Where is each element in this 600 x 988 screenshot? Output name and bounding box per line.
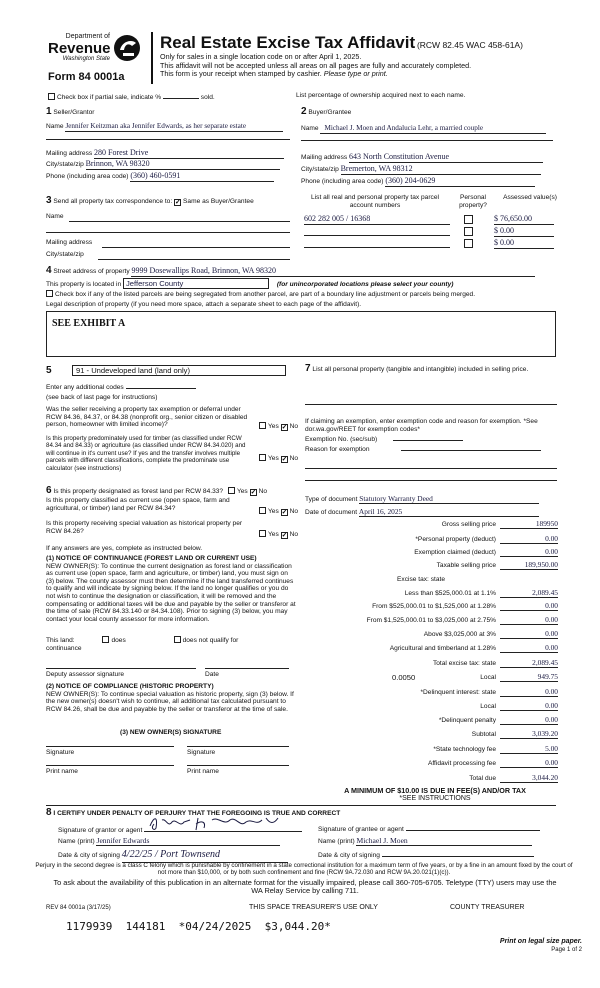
certify-row: 8 I CERTIFY UNDER PENALTY OF PERJURY THAT THE FOREGOING IS TRUE AND CORRECT bbox=[46, 807, 341, 818]
current-use-no-checkbox[interactable] bbox=[281, 509, 288, 516]
doc-date-row: Date of document April 16, 2025 bbox=[305, 507, 539, 517]
county-select[interactable]: Jefferson County bbox=[123, 278, 269, 289]
doc-date-field[interactable]: April 16, 2025 bbox=[359, 507, 539, 517]
forest-yes-checkbox[interactable] bbox=[228, 487, 235, 494]
total-state-field[interactable]: 2,089.45 bbox=[500, 658, 558, 668]
exemption-deduct-field[interactable]: 0.00 bbox=[500, 547, 558, 557]
correspondence-mailing-label: Mailing address bbox=[46, 239, 93, 246]
new-owner-signature-label-2: Signature bbox=[187, 749, 216, 756]
delinq-state-row: *Delinquent interest: state 0.00 bbox=[420, 687, 558, 696]
local-rate: 0.0050 bbox=[392, 673, 416, 682]
seller-heading: 1 Seller/Grantor bbox=[46, 106, 95, 117]
land-use-row: 5 91 - Undeveloped land (land only) bbox=[46, 365, 52, 378]
reason-row: Reason for exemption bbox=[305, 446, 541, 454]
dept-line2: Revenue bbox=[48, 39, 111, 57]
grantor-name-field[interactable]: Jennifer Edwards bbox=[96, 836, 280, 846]
page-number: Page 1 of 2 bbox=[551, 947, 582, 953]
historic-no-checkbox[interactable] bbox=[281, 532, 288, 539]
perjury-note: Perjury in the second degree is a class C felony which is punishable by confinement in a state correctional institution for a maximum term of five years, or by a fine in an amount fixed by the court of not more than $10,000, or by both such confinement and fine (RCW 9A.72.030 and RCW 9A.20.021(1)(c)). bbox=[35, 862, 573, 876]
partial-sale-checkbox[interactable] bbox=[48, 93, 55, 100]
new-owner-print-label-2: Print name bbox=[187, 768, 219, 775]
dor-department-label bbox=[48, 33, 110, 63]
deputy-signature-label: Deputy assessor signature bbox=[46, 671, 125, 678]
subtotal-row: Subtotal 3,039.20 bbox=[471, 729, 558, 738]
cashier-stamp: 1179939 144181 *04/24/2025 $3,044.20* bbox=[66, 920, 331, 933]
subtotal-field[interactable]: 3,039.20 bbox=[500, 729, 558, 739]
forest-land-row: 6 Is this property designated as forest land per RCW 84.33? Yes ✓ No bbox=[46, 485, 267, 498]
dor-logo-icon bbox=[112, 33, 142, 63]
parcel-number-field[interactable] bbox=[304, 238, 450, 248]
partial-sale-row: Check box if partial sale, indicate % sold. bbox=[48, 93, 215, 102]
tier2-row: From $525,000.01 to $1,525,000 at 1.28% 0.00 bbox=[372, 601, 558, 610]
delinq-local-row: Local 0.00 bbox=[480, 701, 558, 710]
total-due-row: Total due 3,044.20 bbox=[469, 773, 558, 782]
table-row bbox=[304, 214, 562, 226]
parcels-col-header: List all real and personal property tax parcel account numbers bbox=[311, 194, 439, 209]
grantee-date-field[interactable] bbox=[382, 849, 534, 857]
grantor-signature-row: Signature of grantor or agent bbox=[58, 822, 302, 835]
segregated-checkbox[interactable] bbox=[46, 290, 53, 297]
buyer-phone-field[interactable]: (360) 204-0629 bbox=[385, 176, 535, 187]
property-county-row: This property is located in Jefferson County (for unincorporated locations please select your county) bbox=[46, 279, 454, 288]
doc-type-row: Type of document Statutory Warranty Deed bbox=[305, 494, 539, 504]
current-use-yes-checkbox[interactable] bbox=[259, 507, 266, 514]
historic-question: Is this property receiving special valuation as historical property per RCW 84.26? bbox=[46, 520, 243, 535]
assessed-value-field[interactable]: $ 0.00 bbox=[494, 238, 554, 249]
personal-property-checkbox[interactable] bbox=[464, 215, 473, 224]
table-row bbox=[304, 238, 562, 250]
tech-fee-field[interactable]: 5.00 bbox=[500, 744, 558, 754]
minimum-note: A MINIMUM OF $10.00 IS DUE IN FEE(S) AND/OR TAX bbox=[344, 786, 526, 795]
timber-question: Is this property predominately used for timber (as classified under RCW 84.34 and 84.33) or agriculture (as classified under RCW 84.34.020) and will continue in it's current use? If yes and the transfer involves multiple parcels with different classifications, complete the predominate use calculator (see instructions) bbox=[46, 435, 246, 472]
local-tax-field[interactable]: 949.75 bbox=[500, 672, 558, 682]
tier4-row: Above $3,025,000 at 3% 0.00 bbox=[423, 629, 558, 638]
current-use-question: Is this property classified as current use (open space, farm and agricultural, or timber) land per RCW 84.34? bbox=[46, 497, 230, 512]
deputy-date-label: Date bbox=[205, 671, 219, 678]
ag-row: Agricultural and timberland at 1.28% 0.00 bbox=[389, 643, 558, 652]
grantee-name-field[interactable]: Michael J. Moen bbox=[356, 836, 532, 846]
same-as-buyer-checkbox[interactable] bbox=[174, 199, 181, 206]
historic-yes-no: Yes ✓ No bbox=[259, 530, 298, 539]
correspondence-row: 3 Send all property tax correspondence to: ✓ Same as Buyer/Grantee bbox=[46, 195, 254, 208]
seller-name-row: Name Jennifer Keitzman aka Jennifer Edwards, as her separate estate bbox=[46, 122, 290, 132]
grantee-signature-field[interactable] bbox=[406, 823, 540, 831]
assessed-value-col-header: Assessed value(s) bbox=[503, 194, 557, 201]
dept-line3: Washington State bbox=[62, 55, 110, 62]
header-instructions: Only for sales in a single location code on or after April 1, 2025. This affidavit will not be accepted unless all areas on all pages are fully and accurately completed. This form is your receipt when stamped by cashier. Please type or print. bbox=[160, 52, 472, 79]
legal-description-text: SEE EXHIBIT A bbox=[52, 318, 126, 329]
table-row bbox=[304, 226, 562, 238]
forest-no-checkbox[interactable] bbox=[250, 489, 257, 496]
buyer-name-row: Name Michael J. Moen and Andalucia Lehr, a married couple bbox=[301, 124, 546, 134]
revision-label: REV 84 0001a (3/17/25) bbox=[46, 905, 111, 911]
new-owner-signature-heading: (3) NEW OWNER(S) SIGNATURE bbox=[120, 729, 222, 736]
assessed-value-field[interactable]: $ 0.00 bbox=[494, 226, 554, 237]
personal-property-checkbox[interactable] bbox=[464, 227, 473, 236]
legal-description-field[interactable] bbox=[46, 311, 556, 357]
treasurer-use-label: THIS SPACE TREASURER'S USE ONLY bbox=[249, 904, 378, 911]
tier2-field[interactable]: 0.00 bbox=[500, 601, 558, 611]
grantor-signature-field[interactable] bbox=[144, 822, 302, 832]
delinq-state-field[interactable]: 0.00 bbox=[500, 687, 558, 697]
additional-codes-row: Enter any additional codes bbox=[46, 384, 196, 392]
gross-price-row: Gross selling price 189950 bbox=[441, 519, 558, 528]
personal-property-list-row: 7 List all personal property (tangible and intangible) included in selling price. bbox=[305, 363, 529, 374]
see-instructions-note: *SEE INSTRUCTIONS bbox=[399, 795, 471, 802]
affidavit-fee-row: Affidavit processing fee 0.00 bbox=[427, 758, 558, 767]
personal-deduct-row: *Personal property (deduct) 0.00 bbox=[415, 534, 558, 543]
delinq-penalty-row: *Delinquent penalty 0.00 bbox=[438, 715, 558, 724]
land-use-select[interactable]: 91 - Undeveloped land (land only) bbox=[72, 365, 286, 376]
timber-yes-no: Yes ✓ No bbox=[259, 454, 298, 463]
gross-price-field[interactable]: 189950 bbox=[500, 519, 558, 529]
grantor-date-field[interactable]: 4/22/25 / Port Townsend bbox=[122, 849, 288, 863]
tier1-field[interactable]: 2,089.45 bbox=[500, 588, 558, 598]
new-owner-signature-label: Signature bbox=[46, 749, 75, 756]
county-treasurer-label: COUNTY TREASURER bbox=[450, 904, 525, 911]
delinq-local-field[interactable]: 0.00 bbox=[500, 701, 558, 711]
property-street-field[interactable]: 9999 Dosewallips Road, Brinnon, WA 98320 bbox=[131, 266, 535, 277]
correspondence-name-row: Name bbox=[46, 213, 64, 220]
current-use-yes-no: Yes ✓ No bbox=[259, 507, 298, 516]
buyer-name-field[interactable]: Michael J. Moen and Andalucia Lehr, a married couple bbox=[320, 124, 546, 134]
continuance-label: continuance bbox=[46, 645, 82, 652]
tier3-field[interactable]: 0.00 bbox=[500, 615, 558, 625]
ownership-note: List percentage of ownership acquired next to each name. bbox=[296, 92, 466, 99]
seller-name-field[interactable]: Jennifer Keitzman aka Jennifer Edwards, as her separate estate bbox=[65, 122, 283, 132]
segregated-row: Check box if any of the listed parcels are being segregated from another parcel, are part of a boundary line adjustment or parcels being merged. bbox=[46, 290, 475, 299]
exemption-no-row: Exemption No. (sec/sub) bbox=[305, 436, 463, 444]
correspondence-city-label: City/state/zip bbox=[46, 251, 84, 258]
personal-property-checkbox[interactable] bbox=[464, 239, 473, 248]
seller-mailing-field[interactable]: 280 Forest Drive bbox=[94, 148, 284, 159]
seller-city-row: City/state/zip Brinnon, WA 98320 bbox=[46, 159, 280, 170]
ag-field[interactable]: 0.00 bbox=[500, 643, 558, 653]
header-divider bbox=[151, 32, 153, 84]
exemption-no-checkbox[interactable] bbox=[281, 424, 288, 431]
legal-paper-note: Print on legal size paper. bbox=[499, 938, 582, 945]
tier4-field[interactable]: 0.00 bbox=[500, 629, 558, 639]
buyer-city-row: City/state/zip Bremerton, WA 98312 bbox=[301, 164, 541, 175]
exemption-deduct-row: Exemption claimed (deduct) 0.00 bbox=[414, 547, 558, 556]
exemption-yes-checkbox[interactable] bbox=[259, 422, 266, 429]
parcel-number-field[interactable]: 602 282 005 / 16368 bbox=[304, 214, 450, 225]
buyer-phone-row: Phone (including area code) (360) 204-0629 bbox=[301, 176, 535, 187]
accessibility-note: To ask about the availability of this publication in an alternate format for the visually impaired, please call 360-705-6705. Teletype (TTY) users may use the WA Relay Service by calling 711. bbox=[53, 878, 557, 895]
buyer-heading: 2 Buyer/Grantee bbox=[301, 106, 352, 117]
seller-mailing-row: Mailing address 280 Forest Drive bbox=[46, 148, 284, 159]
personal-deduct-field[interactable]: 0.00 bbox=[500, 534, 558, 544]
see-back-note: (see back of last page for instructions) bbox=[46, 394, 158, 401]
assessed-value-field[interactable]: $ 76,650.00 bbox=[494, 214, 554, 225]
delinq-penalty-field[interactable]: 0.00 bbox=[500, 715, 558, 725]
property-street-row: 4 Street address of property 9999 Dosewallips Road, Brinnon, WA 98320 bbox=[46, 265, 535, 278]
seller-phone-row: Phone (including area code) (360) 460-0591 bbox=[46, 171, 274, 182]
buyer-city-field[interactable]: Bremerton, WA 98312 bbox=[341, 164, 541, 175]
timber-no-checkbox[interactable] bbox=[281, 456, 288, 463]
historic-yes-checkbox[interactable] bbox=[259, 530, 266, 537]
this-land-row: This land: does does not qualify for bbox=[46, 637, 239, 644]
personal-property-col-header: Personal property? bbox=[459, 194, 487, 209]
grantee-signature-row: Signature of grantee or agent bbox=[318, 823, 540, 834]
notice-compliance: (2) NOTICE OF COMPLIANCE (HISTORIC PROPERTY) NEW OWNER(S): To continue special valuation as historic property, sign (3) below. If the new owner(s) doesn't wish to continue, all additional tax calculated pursuant to RCW 84.26, shall be due and payable by the seller or transferor at the time of sale. bbox=[46, 683, 294, 713]
grantor-signature-image bbox=[146, 814, 296, 832]
exemption-question: Was the seller receiving a property tax exemption or deferral under RCW 84.36, 84.37, or 84.38 (nonprofit org., senior citizen or disabled person, homeowner with limited income)? bbox=[46, 406, 248, 429]
parcel-number-field[interactable] bbox=[304, 226, 450, 236]
excise-state-label: Excise tax: state bbox=[397, 576, 446, 583]
taxable-price-row: Taxable selling price 189,950.00 bbox=[436, 560, 558, 569]
form-title: Real Estate Excise Tax Affidavit (RCW 82.45 WAC 458-61A) bbox=[160, 33, 523, 52]
parcel-rows bbox=[304, 214, 562, 250]
grantee-name-row: Name (print) Michael J. Moen bbox=[318, 836, 532, 846]
taxable-price-field[interactable]: 189,950.00 bbox=[500, 560, 558, 570]
dept-line1: Department of bbox=[65, 33, 110, 40]
land-does-not-checkbox[interactable] bbox=[174, 636, 181, 643]
affidavit-fee-field[interactable]: 0.00 bbox=[500, 758, 558, 768]
local-tax-row: Local 949.75 bbox=[480, 672, 558, 681]
grantee-date-row: Date & city of signing bbox=[318, 849, 534, 860]
tier3-row: From $1,525,000.01 to $3,025,000 at 2.75% 0.00 bbox=[366, 615, 558, 624]
notice-continuance: (1) NOTICE OF CONTINUANCE (FOREST LAND OR CURRENT USE) NEW OWNER(S): To continue the current designation as forest land or classification as current use (open space, farm and agriculture, or timber) land, you must sign on (3) below. The county assessor must then determine if the land transferred continues to qualify and will indicate by signing below. If the land no longer qualifies or you do not wish to continue the designation or classification, it will be removed and the compensating or additional taxes will be due and payable by the seller or transferor at the time of sale (RCW 84.33.140 or 84.34.108). Prior to signing (3) below, you may contact your local county assessor for more information. bbox=[46, 555, 296, 623]
grantor-name-row: Name (print) Jennifer Edwards bbox=[58, 836, 280, 846]
buyer-mailing-row: Mailing address 643 North Constitution Avenue bbox=[301, 152, 543, 163]
total-due-field[interactable]: 3,044.20 bbox=[500, 773, 558, 783]
doc-type-field[interactable]: Statutory Warranty Deed bbox=[359, 494, 539, 504]
timber-yes-checkbox[interactable] bbox=[259, 454, 266, 461]
tier1-row: Less than $525,000.01 at 1.1% 2,089.45 bbox=[404, 588, 558, 597]
tech-fee-row: *State technology fee 5.00 bbox=[433, 744, 558, 753]
buyer-mailing-field[interactable]: 643 North Constitution Avenue bbox=[349, 152, 543, 163]
land-does-checkbox[interactable] bbox=[102, 636, 109, 643]
new-owner-print-label: Print name bbox=[46, 768, 78, 775]
legal-description-label: Legal description of property (if you need more space, attach a separate sheet to each page of the affidavit). bbox=[46, 301, 362, 308]
exemption-yes-no: Yes ✓ No bbox=[259, 422, 298, 431]
grantor-date-row: Date & city of signing 4/22/25 / Port Townsend bbox=[58, 849, 288, 863]
form-number: Form 84 0001a bbox=[48, 71, 125, 83]
exemption-claim-note: If claiming an exemption, enter exemption code and reason for exemption. *See dor.wa.gov/REET for exemption codes* bbox=[305, 418, 538, 433]
seller-phone-field[interactable]: (360) 460-0591 bbox=[130, 171, 274, 182]
seller-city-field[interactable]: Brinnon, WA 98320 bbox=[86, 159, 280, 170]
if-yes-note: If any answers are yes, complete as instructed below. bbox=[46, 545, 203, 552]
total-state-row: Total excise tax: state 2,089.45 bbox=[432, 658, 558, 667]
